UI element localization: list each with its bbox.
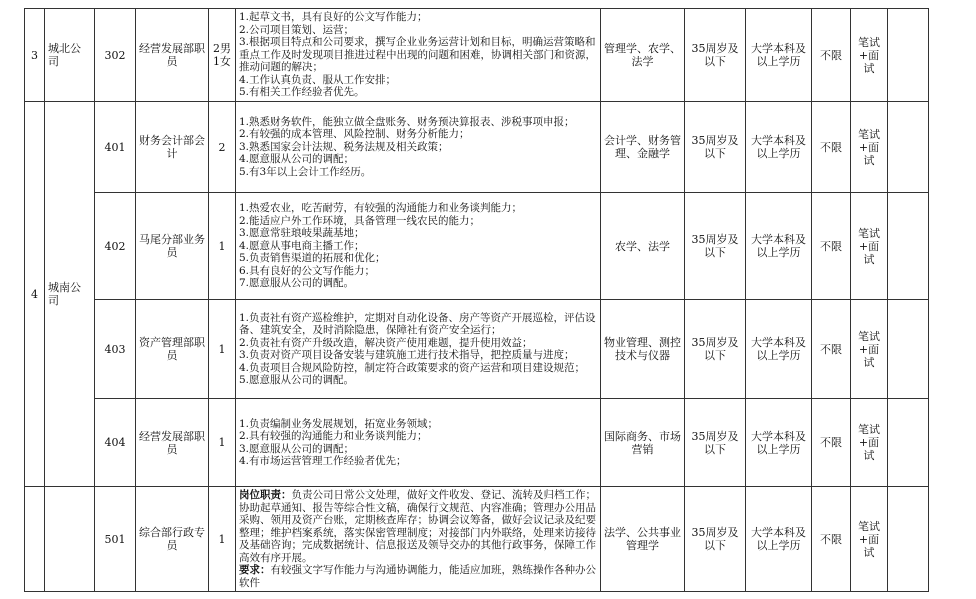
other-cell: 不限 [812,9,851,102]
post-cell: 综合部行政专员 [136,487,209,592]
note-cell [888,9,929,102]
duty-line: 1.热爱农业，吃苦耐劳，有较强的沟通能力和业务谈判能力； [239,202,523,215]
major-cell: 物业管理、测控技术与仪器 [601,300,685,399]
duty-line: 3.熟悉国家会计法规、税务法规及相关政策； [239,140,449,153]
seq-cell: 3 [25,9,45,102]
education-cell: 大学本科及以上学历 [746,102,812,193]
duty-line: 2.负责社有资产升级改造，解决资产使用难题，提升使用效益； [239,336,533,349]
code-cell: 404 [95,399,136,487]
table-row [25,487,929,592]
post-cell: 资产管理部职员 [136,300,209,399]
major-cell: 法学、公共事业管理学 [601,487,685,592]
count-cell: 1 [209,487,236,592]
duty-line: 4.愿意从事电商主播工作； [239,239,365,252]
table-row [25,193,929,300]
duty-line: 1.熟悉财务软件，能独立做全盘账务、财务预决算报表、涉税事项申报； [239,115,575,128]
count-cell: 2 [209,102,236,193]
exam-cell: 笔试+面试 [851,193,888,300]
code-cell: 403 [95,300,136,399]
duty-line: 2.公司项目策划、运营； [239,23,355,36]
code-cell: 302 [95,9,136,102]
exam-cell: 笔试+面试 [851,102,888,193]
duty-line: 4.负责项目合规风险防控，制定符合政策要求的资产运营和项目建设规范； [239,361,586,374]
duty-line: 3.根据项目特点和公司要求，撰写企业业务运营计划和目标，明确运营策略和重点工作及时发现项目推进过程中出现的问题和困难，协调相关部门和资源，推动问题的解决； [239,36,596,74]
note-cell [888,300,929,399]
duty-line: 5.愿意服从公司的调配。 [239,374,355,386]
other-cell: 不限 [812,300,851,399]
education-cell: 大学本科及以上学历 [746,193,812,300]
count-cell: 1 [209,300,236,399]
duty-line: 3.负责对资产项目设备安装与建筑施工进行技术指导，把控质量与进度； [239,349,575,361]
exam-cell: 笔试+面试 [851,300,888,399]
other-cell: 不限 [812,102,851,193]
age-cell: 35周岁及以下 [685,9,746,102]
other-cell: 不限 [812,193,851,300]
major-cell: 国际商务、市场营销 [601,399,685,487]
duty-line: 3.愿意服从公司的调配； [239,442,355,455]
recruitment-table [24,8,929,592]
duty-line: 1.负责编制业务发展规划，拓宽业务领域； [239,417,439,430]
duty-line: 5.负责销售渠道的拓展和优化； [239,252,386,265]
duty-cell [236,193,601,300]
duty-line: 5.有相关工作经验者优先。 [239,86,365,99]
post-cell: 马尾分部业务员 [136,193,209,300]
note-cell [888,102,929,193]
duty-cell [236,102,601,193]
table-row [25,102,929,193]
code-cell: 401 [95,102,136,193]
exam-cell: 笔试+面试 [851,9,888,102]
count-cell: 1 [209,193,236,300]
duty-cell [236,300,601,399]
table-row [25,300,929,399]
company-cell [45,487,95,592]
requirement-heading: 要求： [239,564,271,576]
note-cell [888,193,929,300]
education-cell: 大学本科及以上学历 [746,487,812,592]
requirement-text: 有较强文字写作能力与沟通协调能力，能适应加班，熟练操作各种办公软件 [239,564,596,589]
duty-line: 7.愿意服从公司的调配。 [239,277,355,290]
education-cell: 大学本科及以上学历 [746,300,812,399]
table-row [25,9,929,102]
duty-line: 4.工作认真负责、服从工作安排； [239,73,397,86]
duty-line: 5.有3年以上会计工作经历。 [239,165,372,178]
company-cell: 城北公司 [45,9,95,102]
age-cell: 35周岁及以下 [685,193,746,300]
duty-line: 4.有市场运营管理工作经验者优先； [239,455,407,467]
duty-cell [236,399,601,487]
age-cell: 35周岁及以下 [685,487,746,592]
post-cell: 财务会计部会计 [136,102,209,193]
duty-cell [236,9,601,102]
education-cell: 大学本科及以上学历 [746,9,812,102]
seq-cell: 4 [25,102,45,487]
duty-line: 2.能适应户外工作环境，具备管理一线农民的能力； [239,214,481,227]
other-cell: 不限 [812,399,851,487]
note-cell [888,487,929,592]
duty-line: 4.愿意服从公司的调配； [239,153,355,166]
duty-line: 1.负责社有资产巡检维护，定期对自动化设备、房产等资产开展巡检，评估设备、建筑安全，及时消除隐患，保障社有资产安全运行； [239,311,596,336]
note-cell [888,399,929,487]
post-cell: 经营发展部职员 [136,399,209,487]
seq-cell [25,487,45,592]
duty-text: 负责公司日常公文处理，做好文件收发、登记、流转及归档工作；协助起草通知、报告等综合性文稿，确保行文规范、内容准确；管理办公用品采购、领用及资产台账，定期核查库存；协调会议筹备，做好会议记录及纪要整理；维护档案系统，落实保密管理制度；对接部门内外联络，处理来访接待及基础咨询；完成数据统计、信息报送及领导交办的其他行政事务，保障工作高效有序开展。 [239,489,596,564]
exam-cell: 笔试+面试 [851,487,888,592]
major-cell: 管理学、农学、法学 [601,9,685,102]
age-cell: 35周岁及以下 [685,399,746,487]
duty-heading: 岗位职责： [239,489,292,501]
code-cell: 501 [95,487,136,592]
age-cell: 35周岁及以下 [685,300,746,399]
code-cell: 402 [95,193,136,300]
major-cell: 农学、法学 [601,193,685,300]
company-cell: 城南公司 [45,102,95,487]
major-cell: 会计学、财务管理、金融学 [601,102,685,193]
duty-line: 3.愿意常驻琅岐果蔬基地； [239,227,365,240]
duty-line: 2.有较强的成本管理、风险控制、财务分析能力； [239,128,470,141]
other-cell: 不限 [812,487,851,592]
duty-cell [236,487,601,592]
education-cell: 大学本科及以上学历 [746,399,812,487]
post-cell: 经营发展部职员 [136,9,209,102]
duty-line: 6.具有良好的公文写作能力； [239,264,376,277]
count-cell: 2男1女 [209,9,236,102]
duty-line: 1.起草文书，具有良好的公文写作能力； [239,11,428,24]
count-cell: 1 [209,399,236,487]
age-cell: 35周岁及以下 [685,102,746,193]
table-row [25,399,929,487]
duty-line: 2.具有较强的沟通能力和业务谈判能力； [239,430,428,442]
exam-cell: 笔试+面试 [851,399,888,487]
